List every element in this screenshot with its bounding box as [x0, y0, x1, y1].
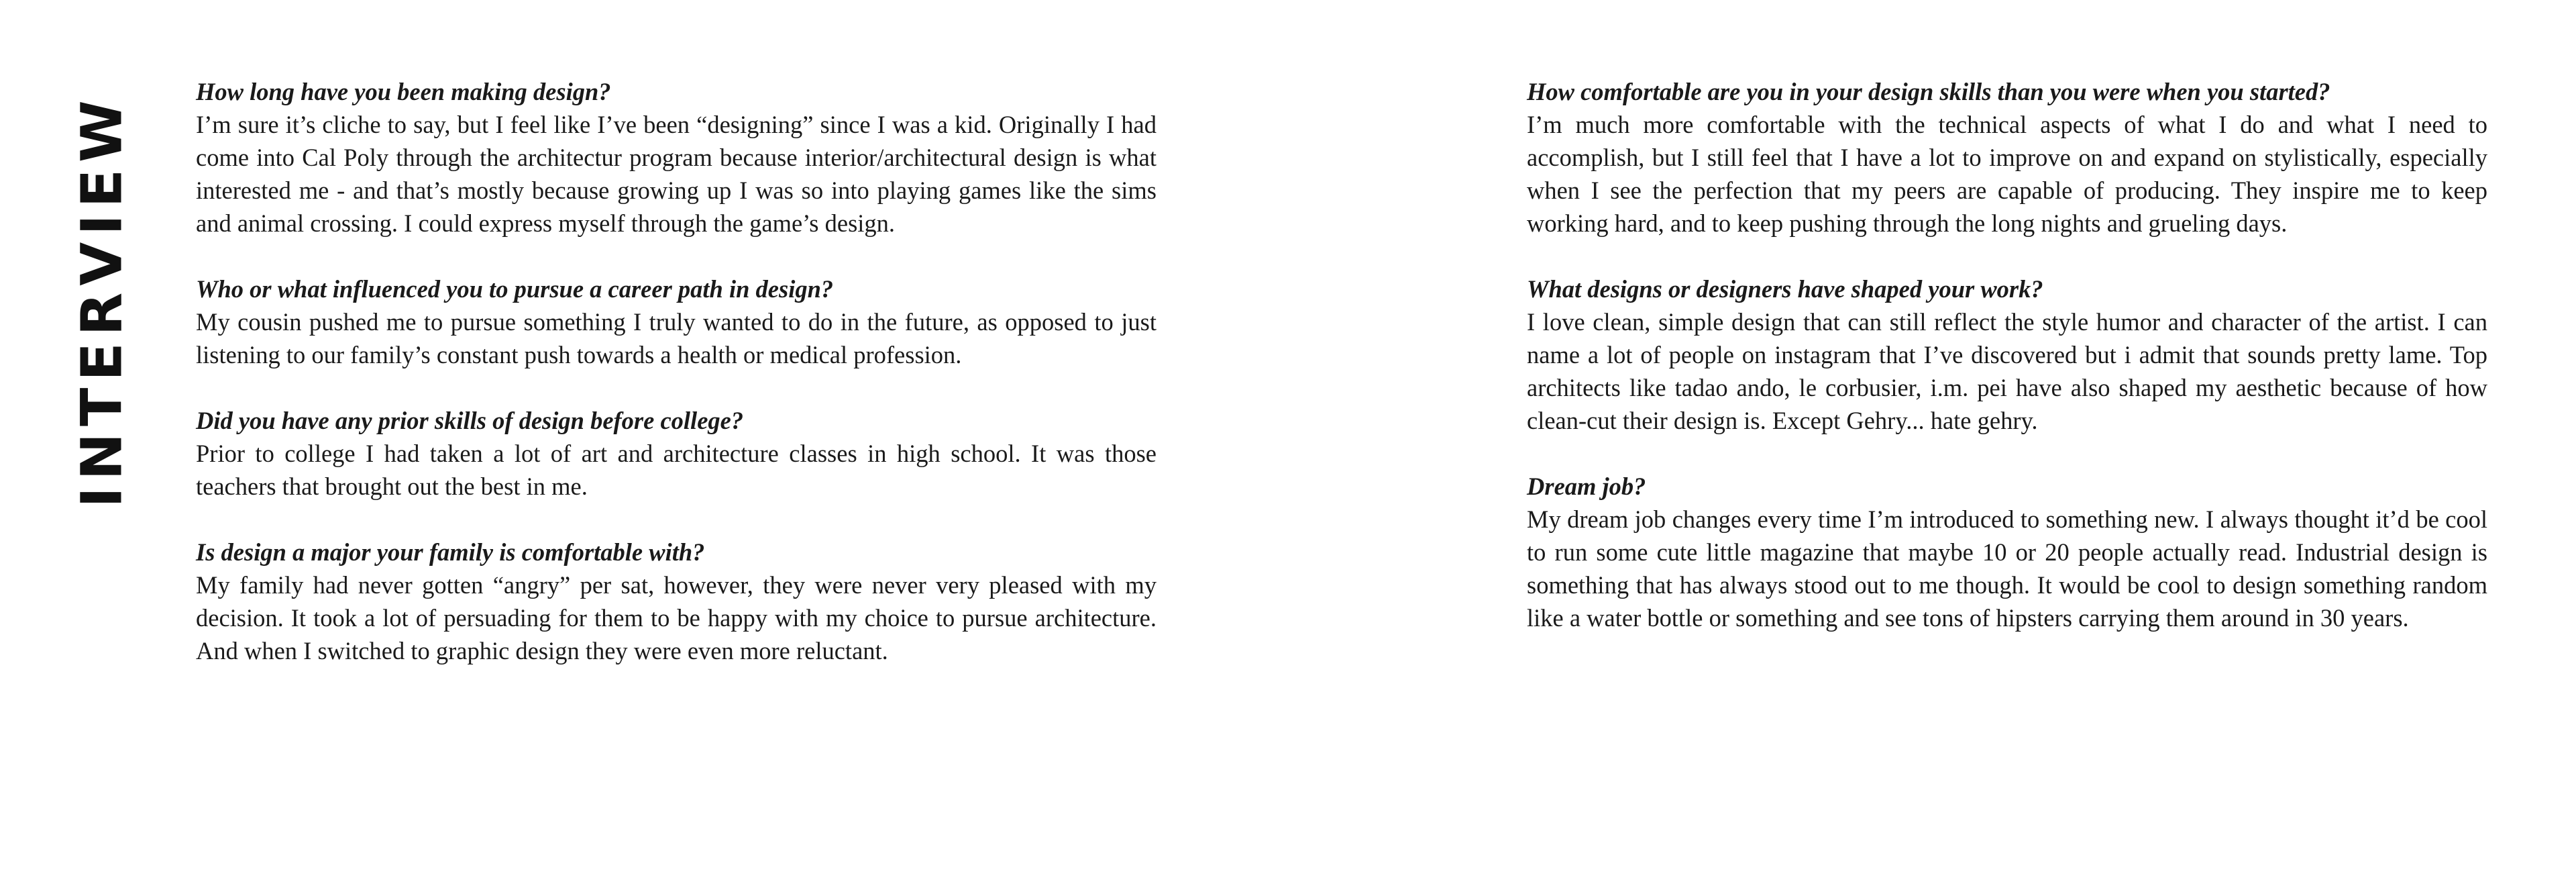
- qa-block: [196, 536, 1157, 667]
- answer: I’m much more comfortable with the technical aspects of what I do and what I need to accomplish, but I still feel that I have a lot to improve on and expand on stylistically, especially when I see the perfection that my peers are capable of producing. They inspire me to keep working hard, and to keep pushing through the long nights and grueling days.: [1527, 111, 2487, 237]
- qa-block: [1527, 273, 2487, 437]
- question: Did you have any prior skills of design before college?: [196, 407, 744, 434]
- answer: I love clean, simple design that can still reflect the style humor and character of the artist. I can name a lot of people on instagram that I’ve discovered but i admit that sounds pretty lame. Top architects like tadao ando, le corbusier, i.m. pei have also shaped my aesthetic because of how clean-cut their design is. Except Gehry... hate gehry.: [1527, 308, 2487, 434]
- answer: My cousin pushed me to pursue something I truly wanted to do in the future, as opposed to just listening to our family’s constant push towards a health or medical profession.: [196, 308, 1157, 368]
- question: Who or what influenced you to pursue a career path in design?: [196, 275, 834, 303]
- answer: Prior to college I had taken a lot of art and architecture classes in high school. It was those teachers that brought out the best in me.: [196, 440, 1157, 500]
- answer: My dream job changes every time I’m introduced to something new. I always thought it’d be cool to run some cute little magazine that maybe 10 or 20 people actually read. Industrial design is something that has always stood out to me though. It would be cool to design something random like a water bottle or something and see tons of hipsters carrying them around in 30 years.: [1527, 505, 2487, 632]
- question: Is design a major your family is comfortable with?: [196, 538, 705, 566]
- answer: I’m sure it’s cliche to say, but I feel like I’ve been “designing” since I was a kid. Originally I had come into Cal Poly through the architectur program because interior/architectural design is what interested me - and that’s mostly because growing up I was so into playing games like the sims and animal crossing. I could express myself through the game’s design.: [196, 111, 1157, 237]
- question: How comfortable are you in your design skills than you were when you started?: [1527, 78, 2330, 105]
- qa-block: [1527, 470, 2487, 634]
- right-column: [1527, 75, 2487, 667]
- page-title: [69, 86, 135, 515]
- question: Dream job?: [1527, 473, 1646, 500]
- question: What designs or designers have shaped your work?: [1527, 275, 2043, 303]
- qa-block: [196, 404, 1157, 503]
- left-column: [196, 75, 1157, 700]
- qa-block: [196, 273, 1157, 371]
- interview-heading: INTERVIEW: [69, 93, 135, 508]
- qa-block: [1527, 75, 2487, 240]
- qa-block: [196, 75, 1157, 240]
- answer: My family had never gotten “angry” per sat, however, they were never very pleased with my decision. It took a lot of persuading for them to be happy with my choice to pursue architecture. And when I switched to graphic design they were even more reluctant.: [196, 571, 1157, 664]
- question: How long have you been making design?: [196, 78, 611, 105]
